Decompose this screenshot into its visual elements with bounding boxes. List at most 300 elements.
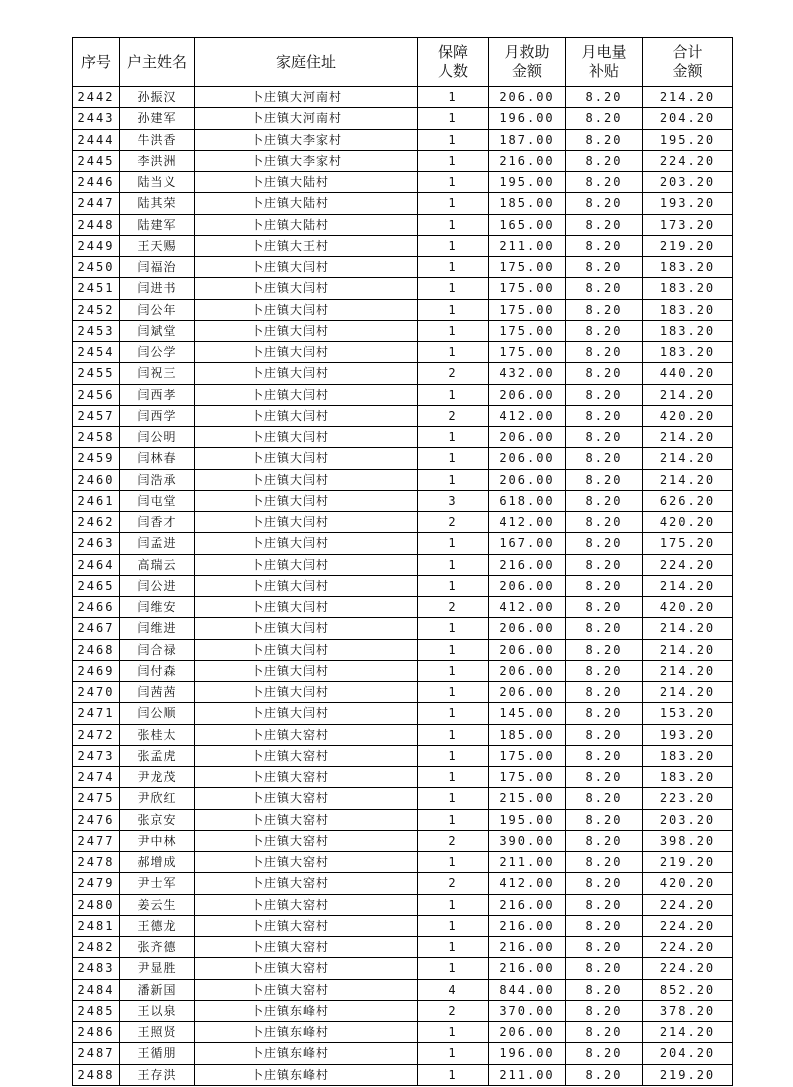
cell-total-amount: 214.20 xyxy=(643,427,733,448)
cell-seq: 2472 xyxy=(73,724,120,745)
cell-total-amount: 420.20 xyxy=(643,873,733,894)
table-row xyxy=(73,639,733,660)
cell-power-subsidy: 8.20 xyxy=(566,405,643,426)
cell-persons: 1 xyxy=(418,703,489,724)
cell-power-subsidy: 8.20 xyxy=(566,894,643,915)
cell-aid-amount: 165.00 xyxy=(489,214,566,235)
cell-total-amount: 214.20 xyxy=(643,384,733,405)
cell-power-subsidy: 8.20 xyxy=(566,512,643,533)
header-address: 家庭住址 xyxy=(195,38,418,87)
cell-aid-amount: 211.00 xyxy=(489,852,566,873)
table-row xyxy=(73,660,733,681)
cell-address: 卜庄镇大闫村 xyxy=(195,639,418,660)
cell-address: 卜庄镇东峰村 xyxy=(195,1022,418,1043)
cell-persons: 2 xyxy=(418,830,489,851)
cell-total-amount: 193.20 xyxy=(643,193,733,214)
cell-name: 孙振汉 xyxy=(120,87,195,108)
cell-seq: 2484 xyxy=(73,979,120,1000)
cell-name: 尹欣红 xyxy=(120,788,195,809)
table-row xyxy=(73,299,733,320)
table-row xyxy=(73,767,733,788)
cell-name: 闫公顺 xyxy=(120,703,195,724)
table-row xyxy=(73,830,733,851)
cell-name: 闫公年 xyxy=(120,299,195,320)
cell-total-amount: 420.20 xyxy=(643,512,733,533)
cell-power-subsidy: 8.20 xyxy=(566,618,643,639)
table-row xyxy=(73,512,733,533)
cell-name: 张京安 xyxy=(120,809,195,830)
cell-persons: 1 xyxy=(418,554,489,575)
cell-seq: 2444 xyxy=(73,129,120,150)
cell-power-subsidy: 8.20 xyxy=(566,830,643,851)
cell-name: 王照贤 xyxy=(120,1022,195,1043)
cell-seq: 2470 xyxy=(73,682,120,703)
table-row xyxy=(73,745,733,766)
table-row xyxy=(73,1064,733,1085)
cell-power-subsidy: 8.20 xyxy=(566,384,643,405)
table-header xyxy=(73,38,733,87)
cell-persons: 1 xyxy=(418,129,489,150)
cell-power-subsidy: 8.20 xyxy=(566,427,643,448)
cell-persons: 1 xyxy=(418,427,489,448)
cell-aid-amount: 195.00 xyxy=(489,172,566,193)
cell-address: 卜庄镇东峰村 xyxy=(195,1000,418,1021)
cell-power-subsidy: 8.20 xyxy=(566,469,643,490)
table-row xyxy=(73,427,733,448)
cell-name: 闫香才 xyxy=(120,512,195,533)
cell-seq: 2453 xyxy=(73,320,120,341)
cell-power-subsidy: 8.20 xyxy=(566,682,643,703)
cell-name: 王德龙 xyxy=(120,915,195,936)
cell-aid-amount: 175.00 xyxy=(489,745,566,766)
cell-address: 卜庄镇大闫村 xyxy=(195,533,418,554)
cell-persons: 1 xyxy=(418,639,489,660)
cell-name: 尹中林 xyxy=(120,830,195,851)
cell-seq: 2461 xyxy=(73,490,120,511)
table-row xyxy=(73,979,733,1000)
cell-seq: 2471 xyxy=(73,703,120,724)
cell-persons: 1 xyxy=(418,894,489,915)
cell-persons: 1 xyxy=(418,342,489,363)
table-row xyxy=(73,937,733,958)
cell-power-subsidy: 8.20 xyxy=(566,937,643,958)
table-row xyxy=(73,235,733,256)
cell-total-amount: 440.20 xyxy=(643,363,733,384)
cell-address: 卜庄镇大窑村 xyxy=(195,767,418,788)
cell-name: 闫西学 xyxy=(120,405,195,426)
cell-total-amount: 214.20 xyxy=(643,448,733,469)
cell-name: 王循朋 xyxy=(120,1043,195,1064)
cell-name: 尹士军 xyxy=(120,873,195,894)
cell-persons: 1 xyxy=(418,788,489,809)
cell-persons: 1 xyxy=(418,809,489,830)
cell-address: 卜庄镇大闫村 xyxy=(195,469,418,490)
cell-seq: 2487 xyxy=(73,1043,120,1064)
cell-persons: 1 xyxy=(418,937,489,958)
cell-address: 卜庄镇大窑村 xyxy=(195,979,418,1000)
cell-address: 卜庄镇大李家村 xyxy=(195,150,418,171)
cell-seq: 2462 xyxy=(73,512,120,533)
relief-roster-table xyxy=(72,37,733,1086)
cell-total-amount: 204.20 xyxy=(643,1043,733,1064)
cell-power-subsidy: 8.20 xyxy=(566,1043,643,1064)
cell-persons: 1 xyxy=(418,915,489,936)
table-row xyxy=(73,469,733,490)
cell-name: 闫林春 xyxy=(120,448,195,469)
table-row xyxy=(73,554,733,575)
cell-seq: 2459 xyxy=(73,448,120,469)
cell-total-amount: 183.20 xyxy=(643,745,733,766)
cell-persons: 1 xyxy=(418,214,489,235)
table-row xyxy=(73,257,733,278)
cell-power-subsidy: 8.20 xyxy=(566,490,643,511)
cell-persons: 1 xyxy=(418,193,489,214)
cell-persons: 2 xyxy=(418,363,489,384)
cell-total-amount: 173.20 xyxy=(643,214,733,235)
cell-total-amount: 214.20 xyxy=(643,575,733,596)
cell-address: 卜庄镇大陆村 xyxy=(195,214,418,235)
header-power-subsidy: 月电量 补贴 xyxy=(566,38,643,87)
cell-persons: 1 xyxy=(418,469,489,490)
table-row xyxy=(73,958,733,979)
cell-power-subsidy: 8.20 xyxy=(566,448,643,469)
cell-persons: 1 xyxy=(418,724,489,745)
cell-name: 闫浩承 xyxy=(120,469,195,490)
cell-name: 王天赐 xyxy=(120,235,195,256)
cell-address: 卜庄镇大闫村 xyxy=(195,342,418,363)
cell-name: 闫福治 xyxy=(120,257,195,278)
cell-total-amount: 183.20 xyxy=(643,320,733,341)
cell-total-amount: 219.20 xyxy=(643,1064,733,1085)
cell-address: 卜庄镇大窑村 xyxy=(195,809,418,830)
cell-persons: 1 xyxy=(418,682,489,703)
cell-total-amount: 183.20 xyxy=(643,257,733,278)
cell-address: 卜庄镇大陆村 xyxy=(195,193,418,214)
cell-name: 闫付森 xyxy=(120,660,195,681)
table-row xyxy=(73,129,733,150)
cell-total-amount: 224.20 xyxy=(643,150,733,171)
table-row xyxy=(73,193,733,214)
cell-power-subsidy: 8.20 xyxy=(566,257,643,278)
cell-persons: 1 xyxy=(418,320,489,341)
cell-seq: 2476 xyxy=(73,809,120,830)
cell-address: 卜庄镇大闫村 xyxy=(195,703,418,724)
table-row xyxy=(73,405,733,426)
table-row xyxy=(73,214,733,235)
cell-address: 卜庄镇大闫村 xyxy=(195,320,418,341)
cell-persons: 1 xyxy=(418,575,489,596)
cell-aid-amount: 216.00 xyxy=(489,958,566,979)
table-row xyxy=(73,618,733,639)
cell-address: 卜庄镇大窑村 xyxy=(195,958,418,979)
cell-power-subsidy: 8.20 xyxy=(566,342,643,363)
cell-seq: 2466 xyxy=(73,597,120,618)
cell-total-amount: 214.20 xyxy=(643,87,733,108)
cell-persons: 1 xyxy=(418,745,489,766)
cell-aid-amount: 370.00 xyxy=(489,1000,566,1021)
header-seq: 序号 xyxy=(73,38,120,87)
cell-power-subsidy: 8.20 xyxy=(566,193,643,214)
cell-name: 闫祝三 xyxy=(120,363,195,384)
cell-persons: 1 xyxy=(418,618,489,639)
relief-roster-document xyxy=(72,37,732,1086)
cell-name: 潘新国 xyxy=(120,979,195,1000)
cell-seq: 2448 xyxy=(73,214,120,235)
cell-address: 卜庄镇大窑村 xyxy=(195,724,418,745)
table-row xyxy=(73,363,733,384)
cell-name: 郝增成 xyxy=(120,852,195,873)
cell-address: 卜庄镇大河南村 xyxy=(195,108,418,129)
cell-power-subsidy: 8.20 xyxy=(566,639,643,660)
cell-seq: 2443 xyxy=(73,108,120,129)
cell-aid-amount: 206.00 xyxy=(489,384,566,405)
cell-address: 卜庄镇大窑村 xyxy=(195,937,418,958)
cell-persons: 1 xyxy=(418,533,489,554)
cell-name: 孙建军 xyxy=(120,108,195,129)
cell-total-amount: 214.20 xyxy=(643,639,733,660)
cell-aid-amount: 215.00 xyxy=(489,788,566,809)
cell-total-amount: 153.20 xyxy=(643,703,733,724)
table-row xyxy=(73,682,733,703)
cell-seq: 2465 xyxy=(73,575,120,596)
cell-seq: 2447 xyxy=(73,193,120,214)
cell-aid-amount: 206.00 xyxy=(489,1022,566,1043)
cell-name: 陆建军 xyxy=(120,214,195,235)
cell-name: 闫公进 xyxy=(120,575,195,596)
cell-address: 卜庄镇大闫村 xyxy=(195,427,418,448)
cell-persons: 2 xyxy=(418,597,489,618)
cell-seq: 2474 xyxy=(73,767,120,788)
cell-address: 卜庄镇大闫村 xyxy=(195,448,418,469)
cell-power-subsidy: 8.20 xyxy=(566,1000,643,1021)
cell-power-subsidy: 8.20 xyxy=(566,809,643,830)
cell-persons: 2 xyxy=(418,512,489,533)
cell-seq: 2460 xyxy=(73,469,120,490)
cell-total-amount: 223.20 xyxy=(643,788,733,809)
cell-aid-amount: 412.00 xyxy=(489,873,566,894)
cell-power-subsidy: 8.20 xyxy=(566,278,643,299)
cell-total-amount: 214.20 xyxy=(643,618,733,639)
table-row xyxy=(73,809,733,830)
cell-address: 卜庄镇大闫村 xyxy=(195,490,418,511)
cell-seq: 2480 xyxy=(73,894,120,915)
cell-total-amount: 183.20 xyxy=(643,342,733,363)
table-row xyxy=(73,533,733,554)
cell-aid-amount: 844.00 xyxy=(489,979,566,1000)
cell-aid-amount: 175.00 xyxy=(489,342,566,363)
cell-seq: 2467 xyxy=(73,618,120,639)
cell-aid-amount: 175.00 xyxy=(489,320,566,341)
cell-address: 卜庄镇东峰村 xyxy=(195,1043,418,1064)
cell-persons: 1 xyxy=(418,1022,489,1043)
cell-seq: 2445 xyxy=(73,150,120,171)
cell-address: 卜庄镇大窑村 xyxy=(195,873,418,894)
cell-total-amount: 203.20 xyxy=(643,172,733,193)
cell-total-amount: 420.20 xyxy=(643,405,733,426)
cell-persons: 1 xyxy=(418,172,489,193)
cell-address: 卜庄镇大窑村 xyxy=(195,788,418,809)
cell-aid-amount: 206.00 xyxy=(489,87,566,108)
cell-persons: 3 xyxy=(418,490,489,511)
cell-aid-amount: 196.00 xyxy=(489,1043,566,1064)
cell-power-subsidy: 8.20 xyxy=(566,745,643,766)
cell-power-subsidy: 8.20 xyxy=(566,575,643,596)
cell-aid-amount: 216.00 xyxy=(489,894,566,915)
cell-address: 卜庄镇大闫村 xyxy=(195,575,418,596)
cell-aid-amount: 167.00 xyxy=(489,533,566,554)
cell-name: 尹显胜 xyxy=(120,958,195,979)
cell-aid-amount: 618.00 xyxy=(489,490,566,511)
cell-aid-amount: 211.00 xyxy=(489,235,566,256)
table-row xyxy=(73,172,733,193)
cell-name: 王以泉 xyxy=(120,1000,195,1021)
cell-name: 闫西孝 xyxy=(120,384,195,405)
cell-total-amount: 214.20 xyxy=(643,682,733,703)
cell-power-subsidy: 8.20 xyxy=(566,660,643,681)
cell-aid-amount: 432.00 xyxy=(489,363,566,384)
cell-address: 卜庄镇大窑村 xyxy=(195,745,418,766)
cell-address: 卜庄镇大闫村 xyxy=(195,618,418,639)
cell-name: 李洪洲 xyxy=(120,150,195,171)
cell-name: 高瑞云 xyxy=(120,554,195,575)
cell-aid-amount: 206.00 xyxy=(489,660,566,681)
cell-address: 卜庄镇大窑村 xyxy=(195,830,418,851)
cell-total-amount: 193.20 xyxy=(643,724,733,745)
cell-power-subsidy: 8.20 xyxy=(566,915,643,936)
cell-seq: 2463 xyxy=(73,533,120,554)
cell-total-amount: 224.20 xyxy=(643,958,733,979)
cell-seq: 2446 xyxy=(73,172,120,193)
header-row xyxy=(73,38,733,87)
cell-power-subsidy: 8.20 xyxy=(566,767,643,788)
cell-address: 卜庄镇大闫村 xyxy=(195,257,418,278)
cell-seq: 2442 xyxy=(73,87,120,108)
cell-aid-amount: 206.00 xyxy=(489,639,566,660)
cell-seq: 2485 xyxy=(73,1000,120,1021)
cell-aid-amount: 187.00 xyxy=(489,129,566,150)
cell-address: 卜庄镇大窑村 xyxy=(195,894,418,915)
cell-power-subsidy: 8.20 xyxy=(566,873,643,894)
cell-persons: 1 xyxy=(418,1043,489,1064)
cell-total-amount: 183.20 xyxy=(643,299,733,320)
table-row xyxy=(73,703,733,724)
cell-name: 王存洪 xyxy=(120,1064,195,1085)
cell-persons: 1 xyxy=(418,767,489,788)
table-row xyxy=(73,448,733,469)
cell-power-subsidy: 8.20 xyxy=(566,1022,643,1043)
cell-power-subsidy: 8.20 xyxy=(566,724,643,745)
cell-aid-amount: 206.00 xyxy=(489,575,566,596)
table-row xyxy=(73,597,733,618)
cell-total-amount: 224.20 xyxy=(643,937,733,958)
table-row xyxy=(73,894,733,915)
cell-persons: 1 xyxy=(418,150,489,171)
cell-power-subsidy: 8.20 xyxy=(566,554,643,575)
cell-total-amount: 183.20 xyxy=(643,767,733,788)
cell-address: 卜庄镇大闫村 xyxy=(195,554,418,575)
cell-name: 尹龙茂 xyxy=(120,767,195,788)
cell-power-subsidy: 8.20 xyxy=(566,533,643,554)
cell-power-subsidy: 8.20 xyxy=(566,235,643,256)
cell-total-amount: 852.20 xyxy=(643,979,733,1000)
cell-persons: 1 xyxy=(418,384,489,405)
cell-total-amount: 183.20 xyxy=(643,278,733,299)
cell-persons: 1 xyxy=(418,852,489,873)
cell-address: 卜庄镇大闫村 xyxy=(195,660,418,681)
cell-persons: 1 xyxy=(418,299,489,320)
cell-power-subsidy: 8.20 xyxy=(566,788,643,809)
cell-seq: 2475 xyxy=(73,788,120,809)
table-row xyxy=(73,724,733,745)
cell-address: 卜庄镇大闫村 xyxy=(195,384,418,405)
cell-name: 陆当义 xyxy=(120,172,195,193)
cell-address: 卜庄镇大闫村 xyxy=(195,682,418,703)
cell-aid-amount: 216.00 xyxy=(489,915,566,936)
cell-name: 闫屯堂 xyxy=(120,490,195,511)
cell-name: 闫维安 xyxy=(120,597,195,618)
table-row xyxy=(73,278,733,299)
cell-persons: 4 xyxy=(418,979,489,1000)
cell-aid-amount: 206.00 xyxy=(489,682,566,703)
cell-seq: 2488 xyxy=(73,1064,120,1085)
cell-total-amount: 219.20 xyxy=(643,235,733,256)
cell-power-subsidy: 8.20 xyxy=(566,214,643,235)
header-name: 户主姓名 xyxy=(120,38,195,87)
cell-persons: 1 xyxy=(418,1064,489,1085)
cell-total-amount: 214.20 xyxy=(643,469,733,490)
table-body xyxy=(73,87,733,1086)
cell-seq: 2479 xyxy=(73,873,120,894)
cell-total-amount: 214.20 xyxy=(643,1022,733,1043)
cell-persons: 2 xyxy=(418,873,489,894)
cell-name: 闫公学 xyxy=(120,342,195,363)
cell-address: 卜庄镇大陆村 xyxy=(195,172,418,193)
cell-power-subsidy: 8.20 xyxy=(566,299,643,320)
header-total-amount: 合计 金额 xyxy=(643,38,733,87)
cell-aid-amount: 206.00 xyxy=(489,618,566,639)
cell-total-amount: 626.20 xyxy=(643,490,733,511)
cell-total-amount: 224.20 xyxy=(643,894,733,915)
cell-address: 卜庄镇大河南村 xyxy=(195,87,418,108)
cell-name: 闫进书 xyxy=(120,278,195,299)
header-persons: 保障 人数 xyxy=(418,38,489,87)
cell-persons: 1 xyxy=(418,660,489,681)
cell-persons: 1 xyxy=(418,257,489,278)
cell-seq: 2451 xyxy=(73,278,120,299)
table-row xyxy=(73,915,733,936)
cell-persons: 1 xyxy=(418,108,489,129)
cell-aid-amount: 175.00 xyxy=(489,257,566,278)
cell-seq: 2452 xyxy=(73,299,120,320)
cell-aid-amount: 216.00 xyxy=(489,937,566,958)
cell-name: 张桂太 xyxy=(120,724,195,745)
cell-power-subsidy: 8.20 xyxy=(566,108,643,129)
cell-name: 闫维进 xyxy=(120,618,195,639)
cell-aid-amount: 412.00 xyxy=(489,405,566,426)
cell-seq: 2450 xyxy=(73,257,120,278)
cell-seq: 2449 xyxy=(73,235,120,256)
cell-aid-amount: 185.00 xyxy=(489,724,566,745)
cell-total-amount: 420.20 xyxy=(643,597,733,618)
cell-name: 陆其荣 xyxy=(120,193,195,214)
cell-aid-amount: 195.00 xyxy=(489,809,566,830)
cell-persons: 1 xyxy=(418,235,489,256)
cell-aid-amount: 196.00 xyxy=(489,108,566,129)
cell-aid-amount: 145.00 xyxy=(489,703,566,724)
cell-total-amount: 224.20 xyxy=(643,915,733,936)
cell-name: 闫斌堂 xyxy=(120,320,195,341)
cell-power-subsidy: 8.20 xyxy=(566,129,643,150)
